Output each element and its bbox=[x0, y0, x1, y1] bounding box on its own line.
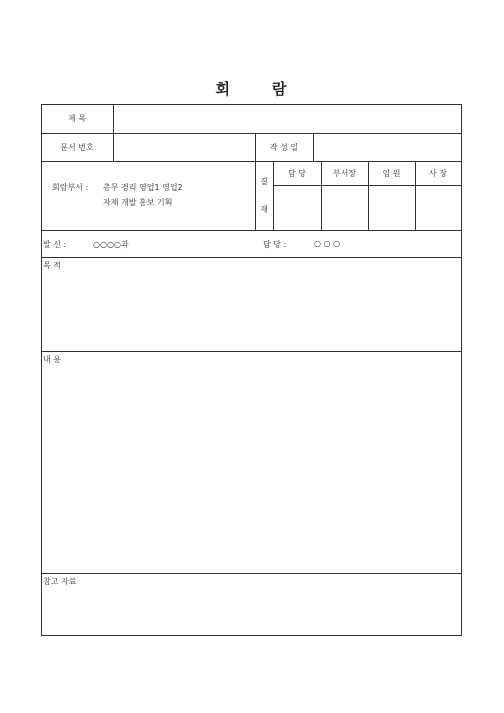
doc-number-label: 문서 번호 bbox=[60, 143, 94, 152]
border-top bbox=[41, 104, 462, 105]
circulation-label: 회람부서 : bbox=[52, 183, 89, 192]
approval-label-top: 결 bbox=[260, 177, 268, 186]
rule-after-subject bbox=[41, 133, 462, 134]
reference-field[interactable] bbox=[43, 588, 459, 632]
person-value: ○ ○ ○ bbox=[314, 239, 341, 248]
document-title bbox=[0, 78, 504, 102]
rule-after-content bbox=[41, 573, 462, 574]
person-label: 담 당 : bbox=[263, 240, 287, 249]
circulation-line-2: 자재 개발 홍보 기획 bbox=[103, 198, 173, 207]
reference-label: 참고 자료 bbox=[43, 577, 77, 586]
sender-value: ○○○○과 bbox=[93, 240, 129, 249]
title-char-left: 회 bbox=[215, 80, 232, 98]
purpose-field[interactable] bbox=[43, 272, 459, 348]
content-label: 내 용 bbox=[43, 355, 61, 364]
doc-number-field[interactable] bbox=[117, 142, 251, 156]
approval-header-executive: 임 원 bbox=[382, 169, 401, 178]
approval-header-staff: 담 당 bbox=[288, 169, 306, 178]
rule-label-column bbox=[113, 104, 114, 161]
rule-date-label-right bbox=[313, 133, 314, 161]
rule-after-docno bbox=[41, 161, 462, 162]
sender-label: 발 신 : bbox=[43, 240, 67, 249]
rule-after-circulation bbox=[41, 230, 462, 231]
approval-sign-executive[interactable] bbox=[369, 186, 414, 229]
approval-label-bottom: 재 bbox=[260, 205, 268, 214]
approval-sign-president[interactable] bbox=[416, 186, 460, 229]
border-left bbox=[41, 104, 42, 636]
approval-header-president: 사 장 bbox=[429, 169, 447, 178]
approval-sign-staff[interactable] bbox=[274, 186, 320, 229]
date-field[interactable] bbox=[317, 142, 457, 156]
rule-after-purpose bbox=[41, 351, 462, 352]
circulation-form bbox=[41, 104, 462, 636]
approval-header-dept-head: 부서장 bbox=[332, 169, 357, 178]
circulation-line-1: 총무 경리 영업1 영업2 bbox=[103, 183, 183, 192]
approval-sign-dept-head[interactable] bbox=[322, 186, 367, 229]
date-label: 작 성 일 bbox=[269, 143, 299, 152]
rule-approval-left bbox=[255, 161, 256, 230]
purpose-label: 목 적 bbox=[43, 261, 61, 270]
title-char-right: 람 bbox=[272, 80, 289, 98]
content-field[interactable] bbox=[43, 366, 459, 570]
rule-after-sender bbox=[41, 257, 462, 258]
border-right bbox=[461, 104, 462, 636]
subject-field[interactable] bbox=[117, 113, 457, 127]
border-bottom bbox=[41, 635, 462, 636]
subject-label: 제 목 bbox=[68, 114, 86, 123]
